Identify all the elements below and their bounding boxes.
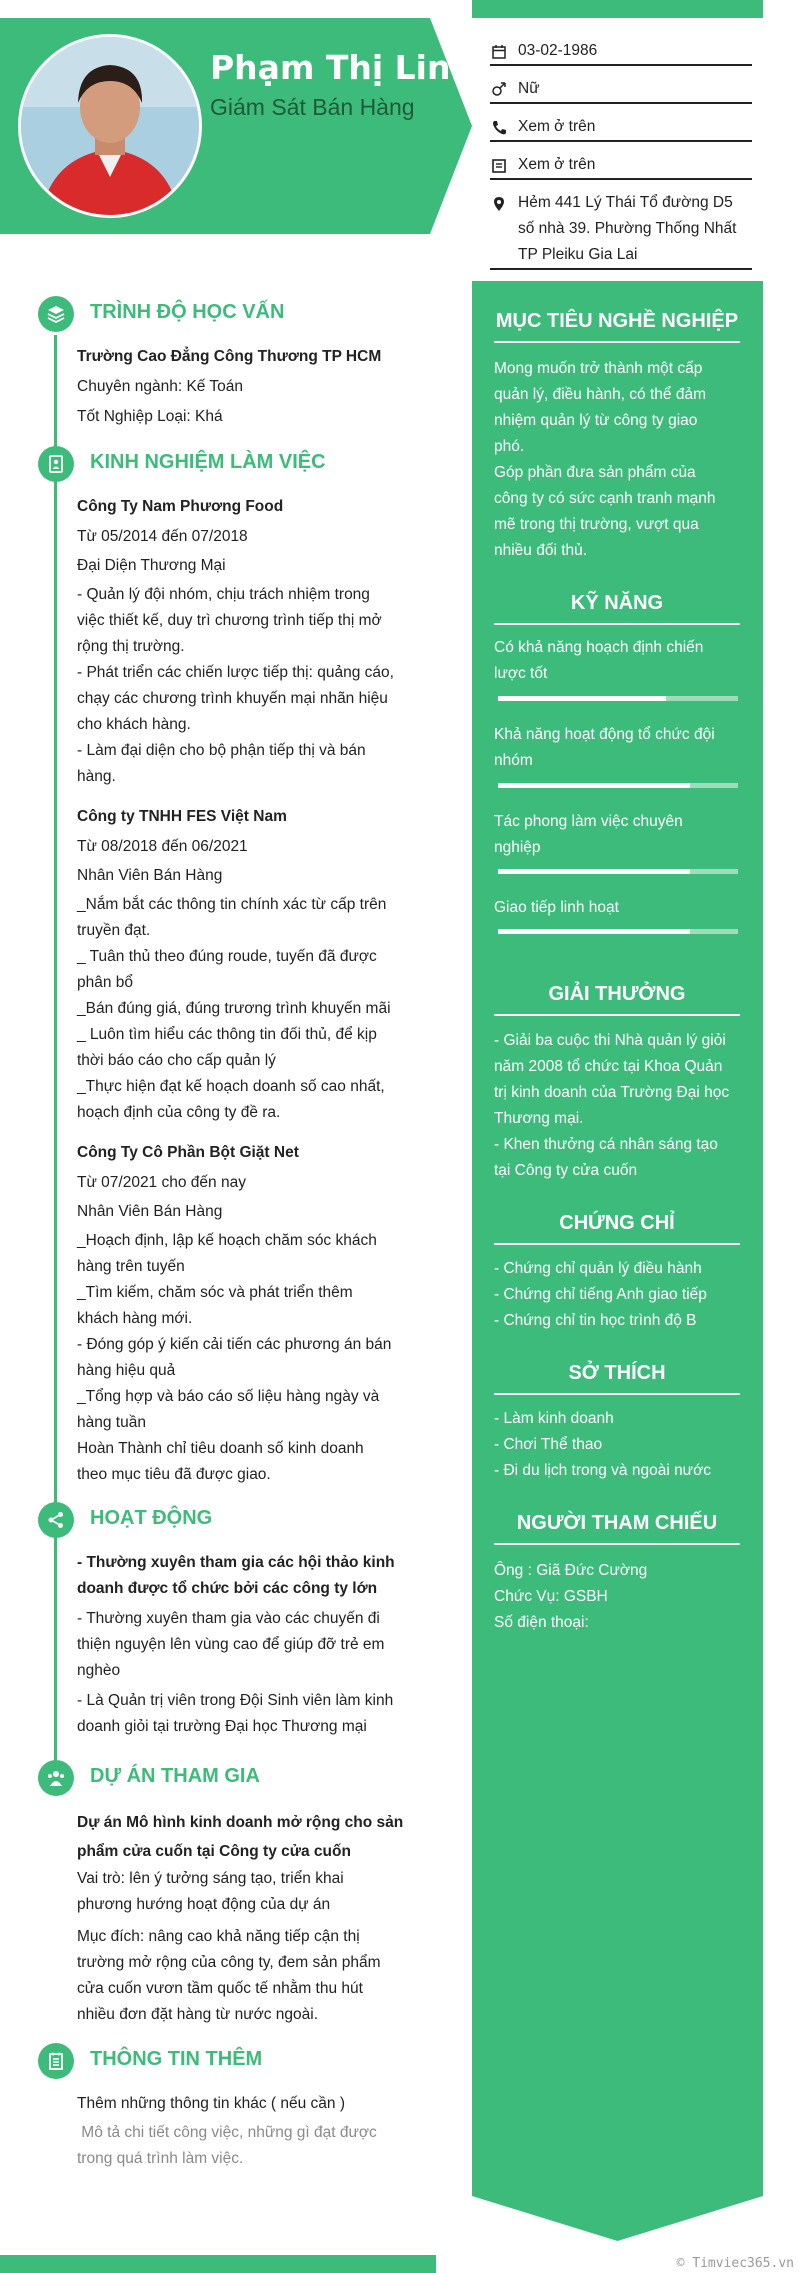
education-school: Trường Cao Đẳng Công Thương TP HCM (77, 348, 382, 365)
more-info-placeholder-line: Mô tả chi tiết công việc, những gì đạt được (77, 2124, 377, 2141)
gender-icon (490, 80, 508, 98)
job-description-line: phân bổ (77, 974, 134, 991)
hobby-line: - Đi du lịch trong và ngoài nước (494, 1462, 711, 1479)
activities-highlight (77, 1550, 407, 1602)
birthday-row (490, 38, 752, 66)
job-description-line: _Bán đúng giá, đúng trương trình khuyến mãi (77, 1000, 391, 1017)
project-goal-line: cửa cuốn vươn tầm quốc tế nhằm thu hút (77, 1980, 363, 1997)
job-description-line: _Thực hiện đạt kế hoạch doanh số cao nhất, (77, 1078, 385, 1095)
phone-value: Xem ở trên (518, 118, 596, 135)
reference-line: Ông : Giã Đức Cường (494, 1562, 648, 1579)
gender-row (490, 76, 752, 104)
calendar-icon (490, 42, 508, 60)
certificate-line: - Chứng chỉ quản lý điều hành (494, 1260, 702, 1277)
hobbies-heading: SỞ THÍCH (494, 1362, 740, 1395)
map-pin-icon (490, 194, 508, 212)
reference-line: Chức Vụ: GSBH (494, 1588, 608, 1605)
skill-label (494, 895, 744, 921)
project-goal-line: nhiều đơn đặt hàng từ nước ngoài. (77, 2006, 319, 2023)
hobbies-text (494, 1406, 744, 1484)
job-description-line: hàng hiệu quả (77, 1362, 176, 1379)
objective-line: nhiều đối thủ. (494, 542, 588, 559)
job-description-line: rộng thị trường. (77, 638, 185, 655)
objective-text (494, 356, 744, 564)
skill-bar-fill (498, 869, 690, 874)
objective-line: quản lý, điều hành, có thể đảm (494, 386, 706, 403)
skill-bar-fill (498, 696, 666, 701)
email-icon (490, 156, 508, 174)
activity-line: - Thường xuyên tham gia các hội thảo kinh (77, 1554, 395, 1571)
more-info-section-icon (38, 2043, 74, 2079)
skill-label-line: Khả năng hoạt động tổ chức đội (494, 726, 715, 743)
more-info-heading: THÔNG TIN THÊM (90, 2048, 263, 2070)
more-info-text: Thêm những thông tin khác ( nếu cần ) (77, 2095, 346, 2112)
skill-bar-fill (498, 783, 690, 788)
skill-label-line: nghiệp (494, 839, 541, 856)
experience-heading: KINH NGHIỆM LÀM VIỆC (90, 451, 326, 473)
objective-heading: MỤC TIÊU NGHỀ NGHIỆP (494, 310, 740, 343)
reference-line: Số điện thoại: (494, 1614, 589, 1631)
job-period: Từ 07/2021 cho đến nay (77, 1174, 246, 1191)
projects-section-icon (38, 1760, 74, 1796)
skills-heading: KỸ NĂNG (494, 592, 740, 625)
objective-line: mẽ trong thị trường, vượt qua (494, 516, 699, 533)
certificate-line: - Chứng chỉ tin học trình độ B (494, 1312, 697, 1329)
skill-label-line: nhóm (494, 752, 533, 769)
skill-label-line: lược tốt (494, 665, 548, 682)
activities-heading: HOẠT ĐỘNG (90, 1507, 213, 1529)
job-company: Công Ty Nam Phương Food (77, 498, 284, 515)
awards-text (494, 1028, 744, 1184)
project-goal-line: Mục đích: nâng cao khả năng tiếp cận thị (77, 1928, 360, 1945)
more-info-placeholder-line: trong quá trình làm việc. (77, 2150, 244, 2167)
objective-line: nhiệm quản lý từ công ty giao (494, 412, 698, 429)
job-description-line: _Hoạch định, lập kế hoạch chăm sóc khách (77, 1232, 377, 1249)
activity-line: doanh giỏi tại trường Đại học Thương mại (77, 1718, 367, 1735)
job-description (77, 892, 407, 1126)
right-top-bar (472, 0, 763, 18)
objective-line: công ty có sức cạnh tranh mạnh (494, 490, 716, 507)
activity-line: - Thường xuyên tham gia vào các chuyến đi (77, 1610, 380, 1627)
skill-label-line: Tác phong làm việc chuyên (494, 813, 683, 830)
certificates-heading: CHỨNG CHỈ (494, 1212, 740, 1245)
references-heading: NGƯỜI THAM CHIẾU (494, 1512, 740, 1545)
award-line: trị kinh doanh của Trường Đại học (494, 1084, 730, 1101)
birthday-value: 03-02-1986 (518, 42, 598, 59)
job-description-line: hàng trên tuyến (77, 1258, 185, 1275)
activity-line: doanh được tổ chức bởi các công ty lớn (77, 1580, 378, 1597)
candidate-job-title: Giám Sát Bán Hàng (210, 94, 415, 120)
job-description (77, 582, 407, 790)
email-row (490, 152, 752, 180)
job-description-line: - Quản lý đội nhóm, chịu trách nhiệm trong (77, 586, 370, 603)
experience-section-icon (38, 446, 74, 482)
job-description-line: hàng. (77, 768, 116, 785)
certificates-text (494, 1256, 744, 1334)
more-info-placeholder (77, 2120, 407, 2172)
activities-text (77, 1688, 407, 1740)
job-description-line: theo mục tiêu đã được giao. (77, 1466, 271, 1483)
award-line: Thương mại. (494, 1110, 584, 1127)
job-description-line: chạy các chương trình khuyến mại nhãn hiệu (77, 690, 388, 707)
objective-line: phó. (494, 438, 525, 455)
education-section-icon (38, 296, 74, 332)
references-text (494, 1558, 744, 1636)
id-card-icon (47, 455, 65, 473)
group-icon (47, 1769, 65, 1787)
awards-heading: GIẢI THƯỞNG (494, 983, 740, 1016)
job-description-line: - Đóng góp ý kiến cải tiến các phương án bán (77, 1336, 392, 1353)
share-icon (47, 1511, 65, 1529)
job-description-line: thời báo cáo cho cấp quản lý (77, 1052, 276, 1069)
phone-row (490, 114, 752, 142)
project-name-line: phẩm cửa cuốn tại Công ty cửa cuốn (77, 1843, 351, 1860)
skill-label (494, 809, 744, 861)
project-role-line: Vai trò: lên ý tưởng sáng tạo, triển khai (77, 1870, 344, 1887)
award-line: năm 2008 tổ chức tại Khoa Quản (494, 1058, 723, 1075)
project-goal-line: trường mở rộng của công ty, đem sản phẩm (77, 1954, 381, 1971)
skill-bar (498, 696, 738, 701)
education-grade: Tốt Nghiệp Loại: Khá (77, 408, 223, 425)
notepad-icon (47, 2052, 65, 2070)
bottom-bar (0, 2255, 436, 2273)
phone-icon (490, 118, 508, 136)
timeline-line (54, 335, 57, 1785)
gender-value: Nữ (518, 80, 540, 97)
job-position: Nhân Viên Bán Hàng (77, 867, 223, 884)
project-name (77, 1808, 407, 1866)
job-position: Nhân Viên Bán Hàng (77, 1203, 223, 1220)
objective-line: Mong muốn trở thành một cấp (494, 360, 703, 377)
job-description-line: khách hàng mới. (77, 1310, 193, 1327)
job-description-line: hoạch định của công ty đề ra. (77, 1104, 281, 1121)
skill-bar (498, 869, 738, 874)
job-description-line: Hoàn Thành chỉ tiêu doanh số kinh doanh (77, 1440, 364, 1457)
address-row (490, 190, 752, 270)
watermark: © Timviec365.vn (676, 2256, 794, 2271)
certificate-line: - Chứng chỉ tiếng Anh giao tiếp (494, 1286, 707, 1303)
award-line: tại Công ty cửa cuốn (494, 1162, 638, 1179)
activities-text (77, 1606, 407, 1684)
education-major: Chuyên ngành: Kế Toán (77, 378, 244, 395)
job-company: Công Ty Cô Phần Bột Giặt Net (77, 1144, 299, 1161)
job-description-line: _Nắm bắt các thông tin chính xác từ cấp trên (77, 896, 387, 913)
job-description (77, 1228, 407, 1488)
projects-heading: DỰ ÁN THAM GIA (90, 1765, 260, 1787)
job-description-line: _ Luôn tìm hiểu các thông tin đối thủ, để kịp (77, 1026, 377, 1043)
skill-bar (498, 929, 738, 934)
job-description-line: _Tìm kiếm, chăm sóc và phát triển thêm (77, 1284, 353, 1301)
hobby-line: - Chơi Thể thao (494, 1436, 603, 1453)
activities-section-icon (38, 1502, 74, 1538)
project-name-line: Dự án Mô hình kinh doanh mở rộng cho sản (77, 1814, 404, 1831)
award-line: - Giải ba cuộc thi Nhà quản lý giỏi (494, 1032, 726, 1049)
skill-label (494, 635, 744, 687)
job-description-line: _ Tuân thủ theo đúng roude, tuyến đã được (77, 948, 377, 965)
hobby-line: - Làm kinh doanh (494, 1410, 614, 1427)
candidate-name: Phạm Thị Linh (210, 48, 474, 87)
address-value: Hẻm 441 Lý Thái Tổ đường D5 số nhà 39. Phường Thống Nhất TP Pleiku Gia Lai (518, 194, 737, 263)
job-position: Đại Diện Thương Mại (77, 557, 226, 574)
project-goal (77, 1924, 407, 2028)
job-description-line: - Phát triển các chiến lược tiếp thị: quảng cáo, (77, 664, 394, 681)
job-period: Từ 08/2018 đến 06/2021 (77, 838, 248, 855)
skill-bar-fill (498, 929, 690, 934)
activity-line: nghèo (77, 1662, 121, 1679)
job-description-line: việc thiết kế, duy trì chương trình tiếp thị mở (77, 612, 382, 629)
job-description-line: _Tổng hợp và báo cáo số liệu hàng ngày và (77, 1388, 380, 1405)
objective-line: Góp phần đưa sản phẩm của (494, 464, 696, 481)
avatar (18, 34, 202, 218)
job-period: Từ 05/2014 đến 07/2018 (77, 528, 248, 545)
job-description-line: hàng tuần (77, 1414, 146, 1431)
project-role-line: phương hướng hoạt động của dự án (77, 1896, 331, 1913)
stack-icon (47, 305, 65, 323)
award-line: - Khen thưởng cá nhân sáng tạo (494, 1136, 718, 1153)
activity-line: - Là Quản trị viên trong Đội Sinh viên làm kinh (77, 1692, 394, 1709)
activity-line: thiện nguyện lên vùng cao để giúp đỡ trẻ em (77, 1636, 385, 1653)
skill-label (494, 722, 744, 774)
job-description-line: cho khách hàng. (77, 716, 191, 733)
skill-label-line: Có khả năng hoạch định chiến (494, 639, 704, 656)
skill-bar (498, 783, 738, 788)
job-description-line: truyền đạt. (77, 922, 151, 939)
job-description-line: - Làm đại diện cho bộ phận tiếp thị và bán (77, 742, 366, 759)
skill-label-line: Giao tiếp linh hoạt (494, 899, 619, 916)
project-role (77, 1866, 407, 1918)
job-company: Công ty TNHH FES Việt Nam (77, 808, 287, 825)
email-value: Xem ở trên (518, 156, 596, 173)
education-heading: TRÌNH ĐỘ HỌC VẤN (90, 301, 285, 323)
